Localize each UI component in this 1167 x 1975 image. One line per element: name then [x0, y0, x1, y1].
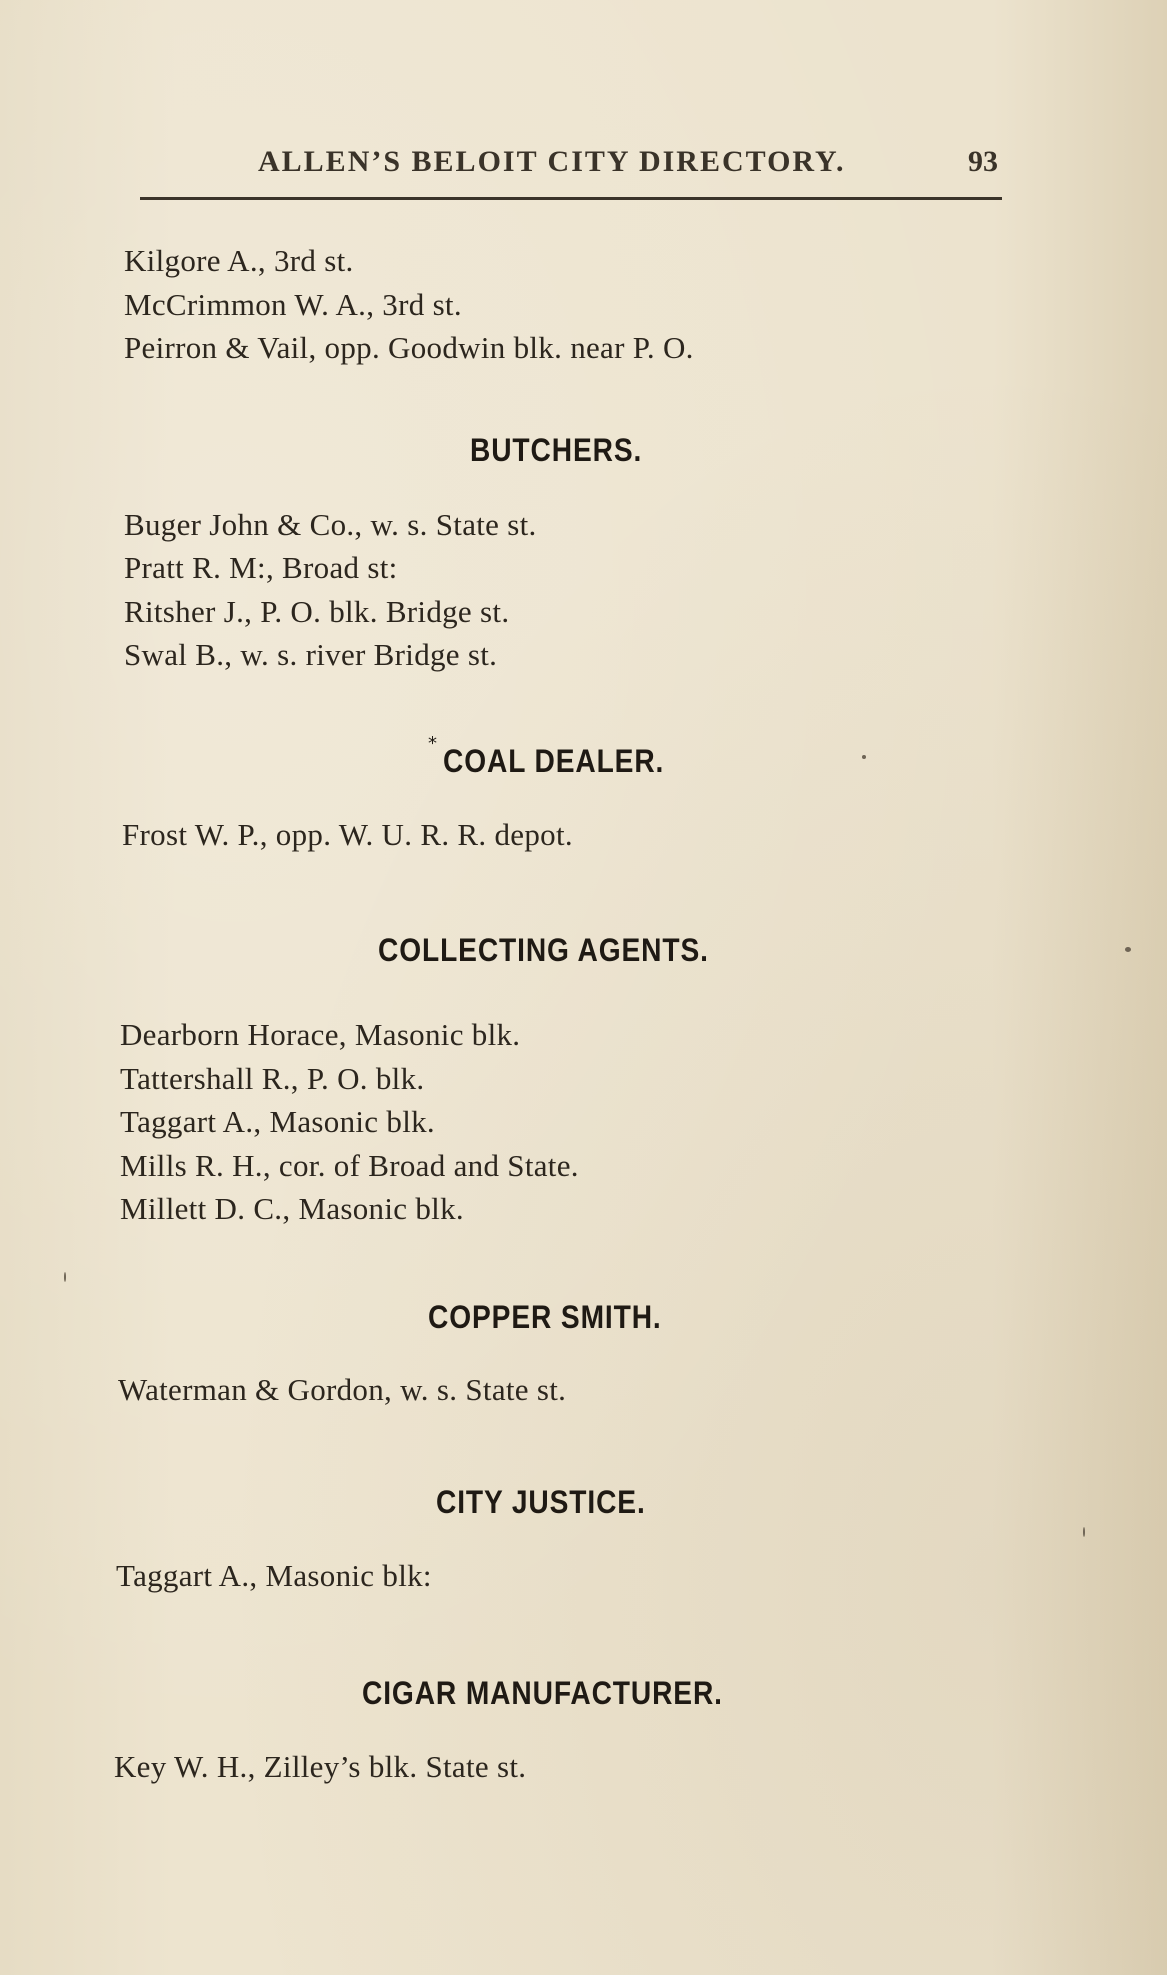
list-item: Millett D. C., Masonic blk. — [120, 1191, 464, 1226]
list-item: Key W. H., Zilley’s blk. State st. — [114, 1749, 527, 1784]
asterisk-mark-icon: * — [428, 733, 437, 754]
list-item: McCrimmon W. A., 3rd st. — [124, 287, 462, 322]
header-rule — [140, 197, 1002, 200]
paper-speck — [1125, 947, 1131, 952]
list-item: Dearborn Horace, Masonic blk. — [120, 1017, 521, 1052]
section-heading-cigar-manufacturer: CIGAR MANUFACTURER. — [362, 1675, 723, 1711]
list-item: Ritsher J., P. O. blk. Bridge st. — [124, 594, 510, 629]
list-item: Peirron & Vail, opp. Goodwin blk. near P. O. — [124, 330, 694, 365]
list-item: Pratt R. M:, Broad st: — [124, 550, 398, 585]
list-item: Tattershall R., P. O. blk. — [120, 1061, 425, 1096]
page-number: 93 — [968, 145, 998, 178]
paper-speck — [64, 1272, 66, 1282]
section-heading-coal-dealer: COAL DEALER. — [443, 743, 665, 779]
list-item: Swal B., w. s. river Bridge st. — [124, 637, 498, 672]
section-heading-copper-smith: COPPER SMITH. — [428, 1299, 662, 1335]
list-item: Waterman & Gordon, w. s. State st. — [118, 1372, 567, 1407]
list-item: Mills R. H., cor. of Broad and State. — [120, 1148, 579, 1183]
section-heading-collecting-agents: COLLECTING AGENTS. — [378, 932, 709, 968]
paper-speck — [862, 755, 866, 759]
running-title: ALLEN’S BELOIT CITY DIRECTORY. — [258, 145, 846, 178]
paper-speck — [1083, 1527, 1085, 1537]
list-item: Frost W. P., opp. W. U. R. R. depot. — [122, 817, 573, 852]
list-item: Taggart A., Masonic blk: — [116, 1558, 432, 1593]
list-item: Taggart A., Masonic blk. — [120, 1104, 435, 1139]
list-item: Buger John & Co., w. s. State st. — [124, 507, 537, 542]
section-heading-city-justice: CITY JUSTICE. — [436, 1484, 646, 1520]
section-heading-butchers: BUTCHERS. — [470, 432, 643, 468]
list-item: Kilgore A., 3rd st. — [124, 243, 354, 278]
